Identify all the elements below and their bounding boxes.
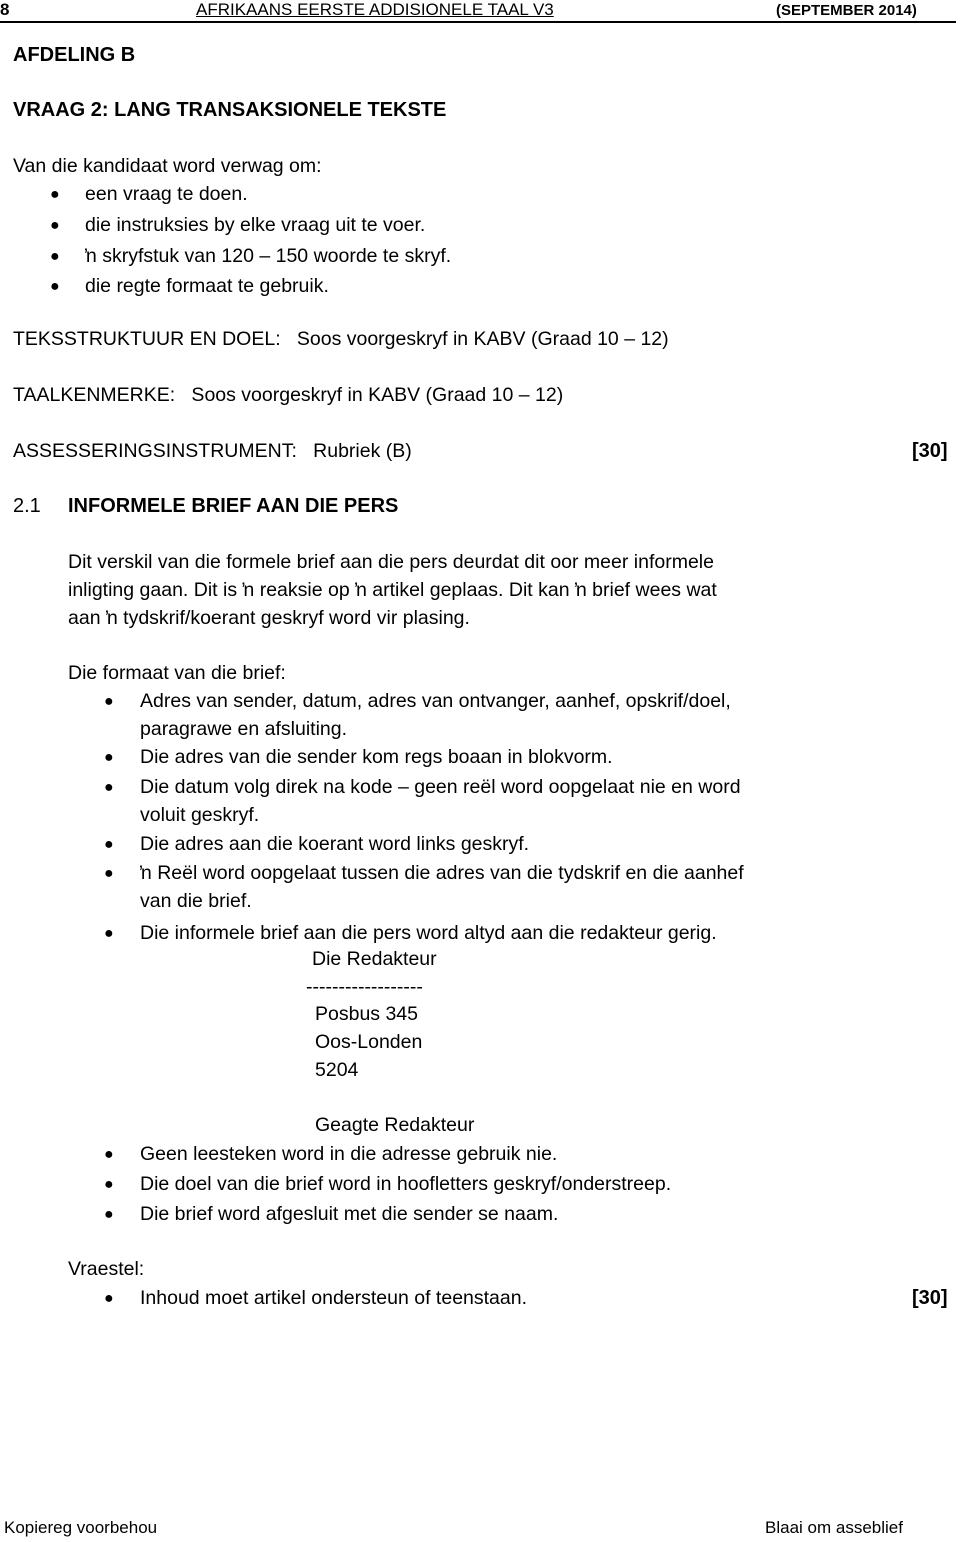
example-address-line: Posbus 345 (315, 1003, 418, 1025)
bullet-icon: ● (50, 217, 60, 234)
bullet-icon: ● (104, 1146, 114, 1163)
paper-date: (SEPTEMBER 2014) (776, 2, 917, 19)
example-recipient: Die Redakteur (312, 948, 437, 970)
assessment-tool: ASSESSERINGSINSTRUMENT: Rubriek (B) (13, 440, 412, 462)
example-salutation: Geagte Redakteur (315, 1114, 475, 1136)
rule-item: Die doel van die brief word in hoofletters geskryf/onderstreep. (140, 1173, 672, 1195)
paper-title: AFRIKAANS EERSTE ADDISIONELE TAAL V3 (196, 0, 554, 19)
format-item: Die adres aan die koerant word links geskryf. (140, 833, 530, 855)
format-item-continuation: paragrawe en afsluiting. (140, 718, 348, 740)
expectation-item: ŉ skryfstuk van 120 – 150 woorde te skryf. (85, 245, 452, 267)
rule-item: Die brief word afgesluit met die sender se naam. (140, 1203, 559, 1225)
bullet-icon: ● (104, 693, 114, 710)
description-line: inligting gaan. Dit is ŉ reaksie op ŉ artikel geplaas. Dit kan ŉ brief wees wat (68, 579, 717, 601)
bullet-icon: ● (104, 865, 114, 882)
format-item: Adres van sender, datum, adres van ontvanger, aanhef, opskrif/doel, (140, 690, 731, 712)
total-marks: [30] (912, 440, 948, 462)
bullet-icon: ● (104, 1290, 114, 1307)
bullet-icon: ● (104, 749, 114, 766)
proposal-label: Vraestel: (68, 1258, 145, 1280)
bullet-icon: ● (104, 1176, 114, 1193)
example-dashes: ------------------ (306, 976, 423, 998)
expectation-item: die regte formaat te gebruik. (85, 275, 329, 297)
section-heading: AFDELING B (13, 44, 136, 66)
proposal-item: Inhoud moet artikel ondersteun of teenstaan. (140, 1287, 528, 1309)
footer-turn-over: Blaai om asseblief (765, 1518, 903, 1537)
subquestion-title: INFORMELE BRIEF AAN DIE PERS (68, 495, 399, 517)
page-number: 8 (0, 0, 10, 19)
bullet-icon: ● (104, 925, 114, 942)
bullet-icon: ● (50, 278, 60, 295)
text-structure: TEKSSTRUKTUUR EN DOEL: Soos voorgeskryf in KABV (Graad 10 – 12) (13, 328, 669, 350)
expectation-item: een vraag te doen. (85, 183, 248, 205)
format-label: Die formaat van die brief: (68, 662, 286, 684)
example-address-line: 5204 (315, 1059, 359, 1081)
format-item: Die adres van die sender kom regs boaan in blokvorm. (140, 746, 613, 768)
header-rule (0, 21, 956, 23)
subquestion-marks: [30] (912, 1287, 948, 1309)
rule-item: Geen leesteken word in die adresse gebruik nie. (140, 1143, 558, 1165)
expectation-item: die instruksies by elke vraag uit te voer. (85, 214, 426, 236)
example-address-line: Oos-Londen (315, 1031, 423, 1053)
description-line: Dit verskil van die formele brief aan die pers deurdat dit oor meer informele (68, 551, 714, 573)
question-intro: Van die kandidaat word verwag om: (13, 155, 322, 177)
footer-copyright: Kopiereg voorbehou (4, 1518, 158, 1537)
format-item: Die informele brief aan die pers word altyd aan die redakteur gerig. (140, 922, 717, 944)
bullet-icon: ● (104, 836, 114, 853)
format-item-continuation: voluit geskryf. (140, 804, 260, 826)
description-line: aan ŉ tydskrif/koerant geskryf word vir plasing. (68, 607, 470, 629)
question-heading: VRAAG 2: LANG TRANSAKSIONELE TEKSTE (13, 99, 447, 121)
subquestion-number: 2.1 (13, 495, 41, 517)
bullet-icon: ● (50, 186, 60, 203)
bullet-icon: ● (50, 248, 60, 265)
format-item: ŉ Reël word oopgelaat tussen die adres van die tydskrif en die aanhef (140, 862, 744, 884)
format-item: Die datum volg direk na kode – geen reël word oopgelaat nie en word (140, 776, 741, 798)
format-item-continuation: van die brief. (140, 890, 252, 912)
bullet-icon: ● (104, 779, 114, 796)
bullet-icon: ● (104, 1206, 114, 1223)
language-features: TAALKENMERKE: Soos voorgeskryf in KABV (Graad 10 – 12) (13, 384, 564, 406)
